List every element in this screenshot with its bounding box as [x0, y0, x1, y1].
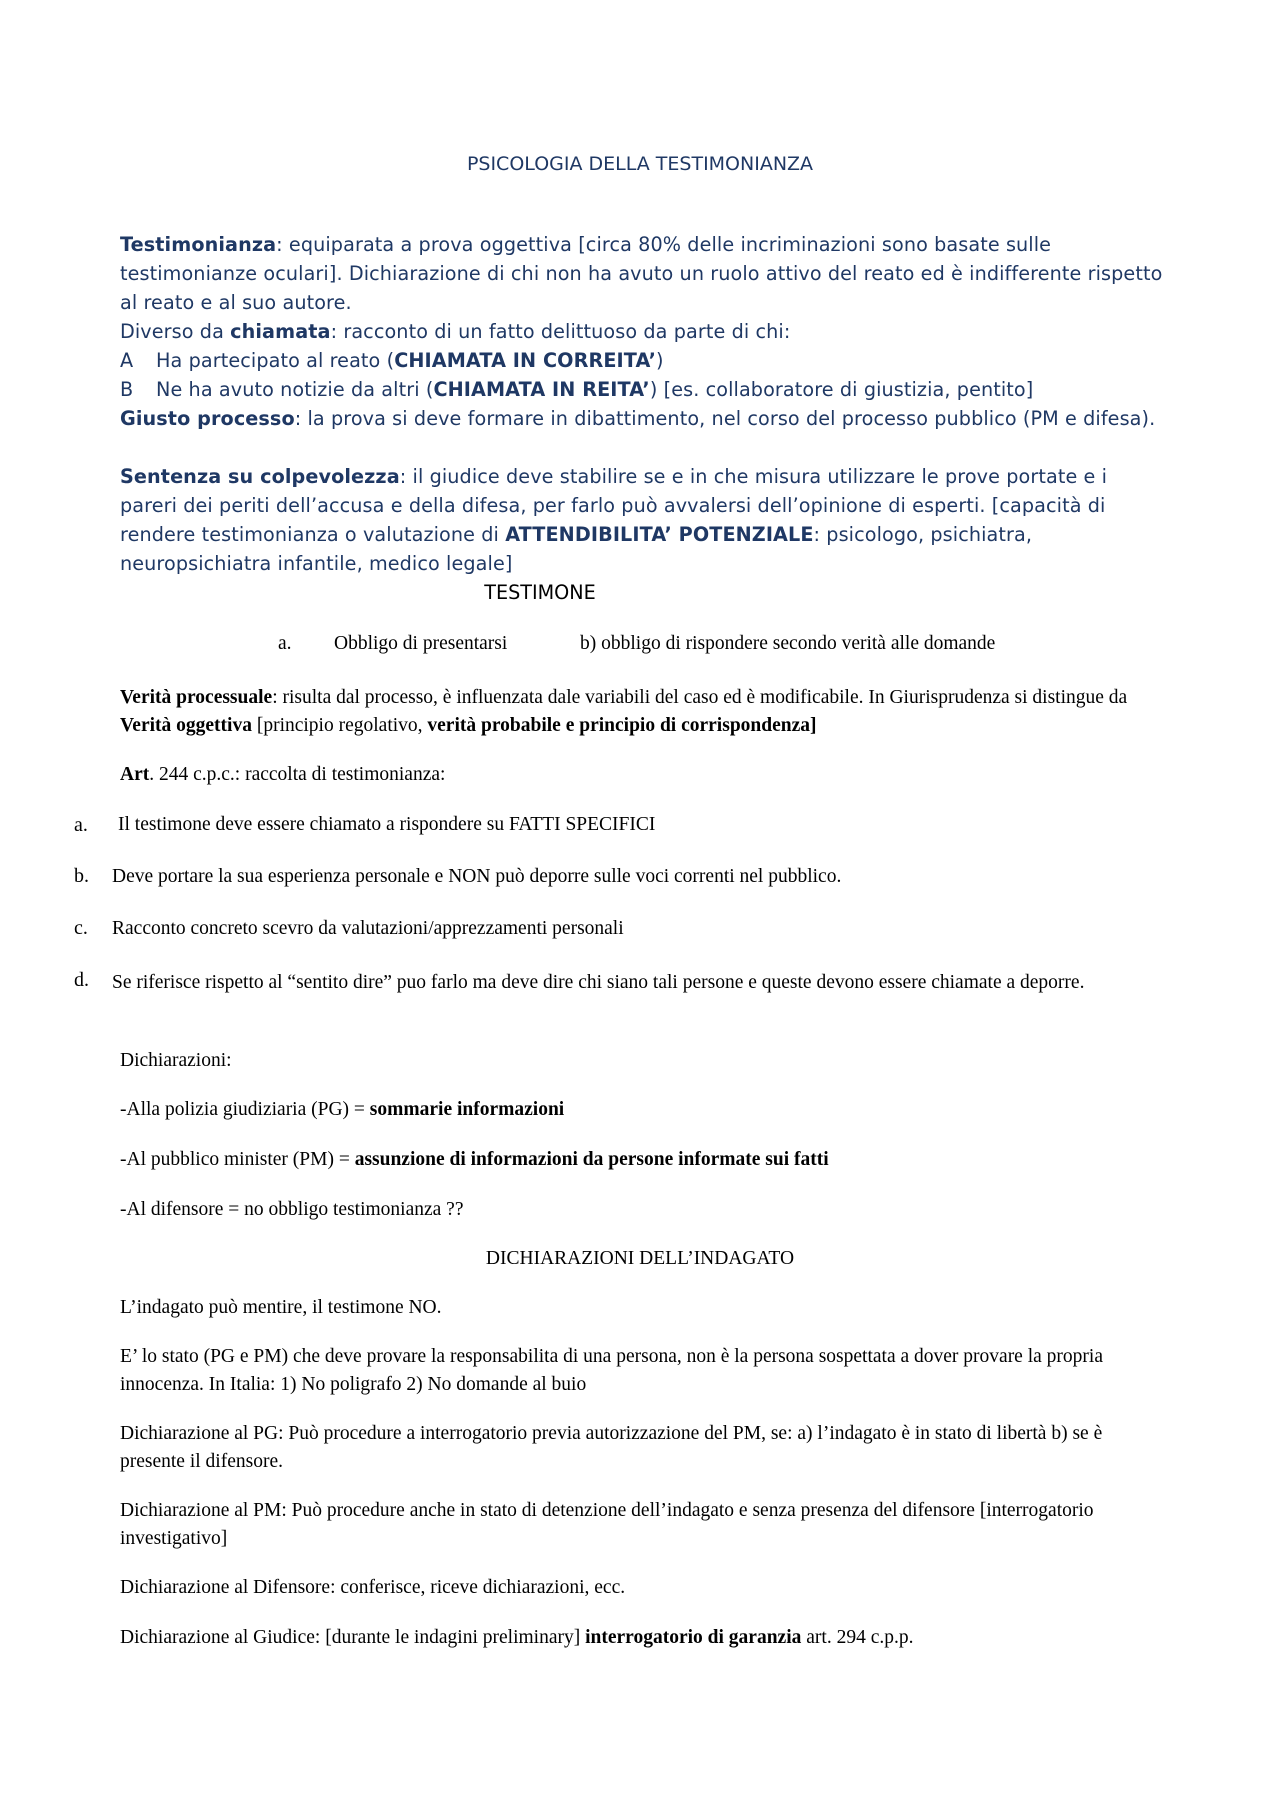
verita-bold2: verità probabile e principio di corrispondenza]	[427, 715, 817, 736]
indagato-p2: E’ lo stato (PG e PM) che deve provare la responsabilita di una persona, non è la persona sospettata a dover provare la propria innocenza. In Italia: 1) No poligrafo 2) No domande al buio	[120, 1346, 1103, 1395]
list-item: Il testimone deve essere chiamato a rispondere su FATTI SPECIFICI	[118, 814, 656, 835]
art-text: . 244 c.p.c.: raccolta di testimonianza:	[149, 764, 446, 785]
obbligo-a-text: Obbligo di presentarsi	[334, 633, 508, 654]
list-marker: c.	[74, 917, 88, 939]
art-term: Art	[120, 764, 150, 785]
list-item: Se riferisce rispetto al “sentito dire” puo farlo ma deve dire chi siano tali persone e queste devono essere chiamate a deporre.	[112, 972, 1085, 993]
verita-term: Verità processuale	[120, 687, 273, 708]
indagato-p6	[120, 1624, 1165, 1652]
sentenza-term: Sentenza su colpevolezza	[120, 465, 400, 488]
obbligo-b-text: b) obbligo di rispondere secondo verità alle domande	[580, 633, 996, 654]
testimonianza-text: : equiparata a prova oggettiva [circa 80% delle incriminazioni sono basate sulle testimonianze oculari]. Dichiarazione di chi non ha avuto un ruolo attivo del reato ed è indifferente rispetto al reato e al suo autore.	[120, 233, 1163, 314]
sentenza-text: : il giudice deve stabilire se e in che misura utilizzare le prove portate e i pareri dei periti dell’accusa e della difesa, per farlo può avvalersi dell’opinione di esperti. [capacità di rendere testimonianza o valutazione di	[120, 465, 1108, 546]
indagato-p6-pre: Dichiarazione al Giudice: [durante le indagini preliminary]	[120, 1627, 586, 1648]
chiamata-b-label: B	[120, 378, 134, 401]
giusto-processo-text: : la prova si deve formare in dibattimento, nel corso del processo pubblico (PM e difesa).	[294, 407, 1156, 430]
chiamata-item-b	[120, 375, 1165, 404]
dichiarazioni-pg-bold: sommarie informazioni	[369, 1099, 565, 1120]
verita-paragraph	[120, 684, 1165, 740]
indagato-p5: Dichiarazione al Difensore: conferisce, riceve dichiarazioni, ecc.	[120, 1577, 626, 1598]
chiamata-a-label: A	[120, 349, 134, 372]
chiamata-paragraph	[120, 317, 1165, 404]
list-marker: a.	[74, 814, 88, 836]
dichiarazioni-pm-pre: -Al pubblico minister (PM) =	[120, 1149, 355, 1170]
sentenza-end: : psicologo, psichiatra, neuropsichiatra infantile, medico legale]	[120, 523, 1033, 575]
chiamata-intro	[120, 317, 1165, 346]
indagato-p1: L’indagato può mentire, il testimone NO.	[120, 1297, 442, 1318]
indagato-p6-bold: interrogatorio di garanzia	[585, 1627, 802, 1648]
list-marker: b.	[74, 865, 89, 887]
indagato-p6-post: art. 294 c.p.p.	[801, 1627, 914, 1648]
verita-term2: Verità oggettiva	[120, 715, 252, 736]
testimonianza-term: Testimonianza	[120, 233, 277, 256]
dichiarazioni-pm	[120, 1146, 1165, 1174]
giusto-processo-paragraph	[120, 404, 1165, 433]
chiamata-b-pre: Ne ha avuto notizie da altri (	[156, 378, 434, 401]
dichiarazioni-difensore: -Al difensore = no obbligo testimonianza ??	[120, 1199, 464, 1220]
obbligo-a-label: a.	[278, 633, 292, 654]
chiamata-pre: Diverso da	[120, 320, 231, 343]
giusto-processo-term: Giusto processo	[120, 407, 295, 430]
testimone-heading: TESTIMONE	[484, 581, 596, 604]
testimonianza-paragraph	[120, 230, 1165, 317]
verita-text: : risulta dal processo, è influenzata dale variabili del caso ed è modificabile. In Giurisprudenza si distingue da	[272, 687, 1128, 708]
list-item: Racconto concreto scevro da valutazioni/apprezzamenti personali	[112, 918, 624, 939]
art-paragraph	[120, 761, 1165, 789]
indagato-p3: Dichiarazione al PG: Può procedure a interrogatorio previa autorizzazione del PM, se: a) l’indagato è in stato di libertà b) se è presente il difensore.	[120, 1423, 1103, 1472]
sentenza-bold: ATTENDIBILITA’ POTENZIALE	[505, 523, 814, 546]
list-marker: d.	[74, 969, 89, 991]
chiamata-a-bold: CHIAMATA IN CORREITA’	[394, 349, 657, 372]
chiamata-a-post: )	[656, 349, 664, 372]
dichiarazioni-pm-bold: assunzione di informazioni da persone informate sui fatti	[354, 1149, 829, 1170]
dichiarazioni-pg	[120, 1096, 1165, 1124]
dichiarazioni-pg-pre: -Alla polizia giudiziaria (PG) =	[120, 1099, 370, 1120]
indagato-heading: DICHIARAZIONI DELL’INDAGATO	[485, 1248, 795, 1269]
document-title: PSICOLOGIA DELLA TESTIMONIANZA	[466, 153, 814, 175]
chiamata-post: : racconto di un fatto delittuoso da parte di chi:	[330, 320, 791, 343]
chiamata-b-post: ) [es. collaboratore di giustizia, pentito]	[649, 378, 1034, 401]
sentenza-paragraph	[120, 462, 1165, 578]
chiamata-b-bold: CHIAMATA IN REITA’	[433, 378, 650, 401]
chiamata-item-a	[120, 346, 1165, 375]
chiamata-a-pre: Ha partecipato al reato (	[156, 349, 395, 372]
list-item: Deve portare la sua esperienza personale e NON può deporre sulle voci correnti nel pubblico.	[112, 866, 842, 887]
verita-text2: [principio regolativo,	[251, 715, 428, 736]
indagato-p4: Dichiarazione al PM: Può procedure anche in stato di detenzione dell’indagato e senza presenza del difensore [interrogatorio investigativo]	[120, 1500, 1094, 1549]
chiamata-term: chiamata	[230, 320, 331, 343]
dichiarazioni-heading: Dichiarazioni:	[120, 1050, 232, 1071]
